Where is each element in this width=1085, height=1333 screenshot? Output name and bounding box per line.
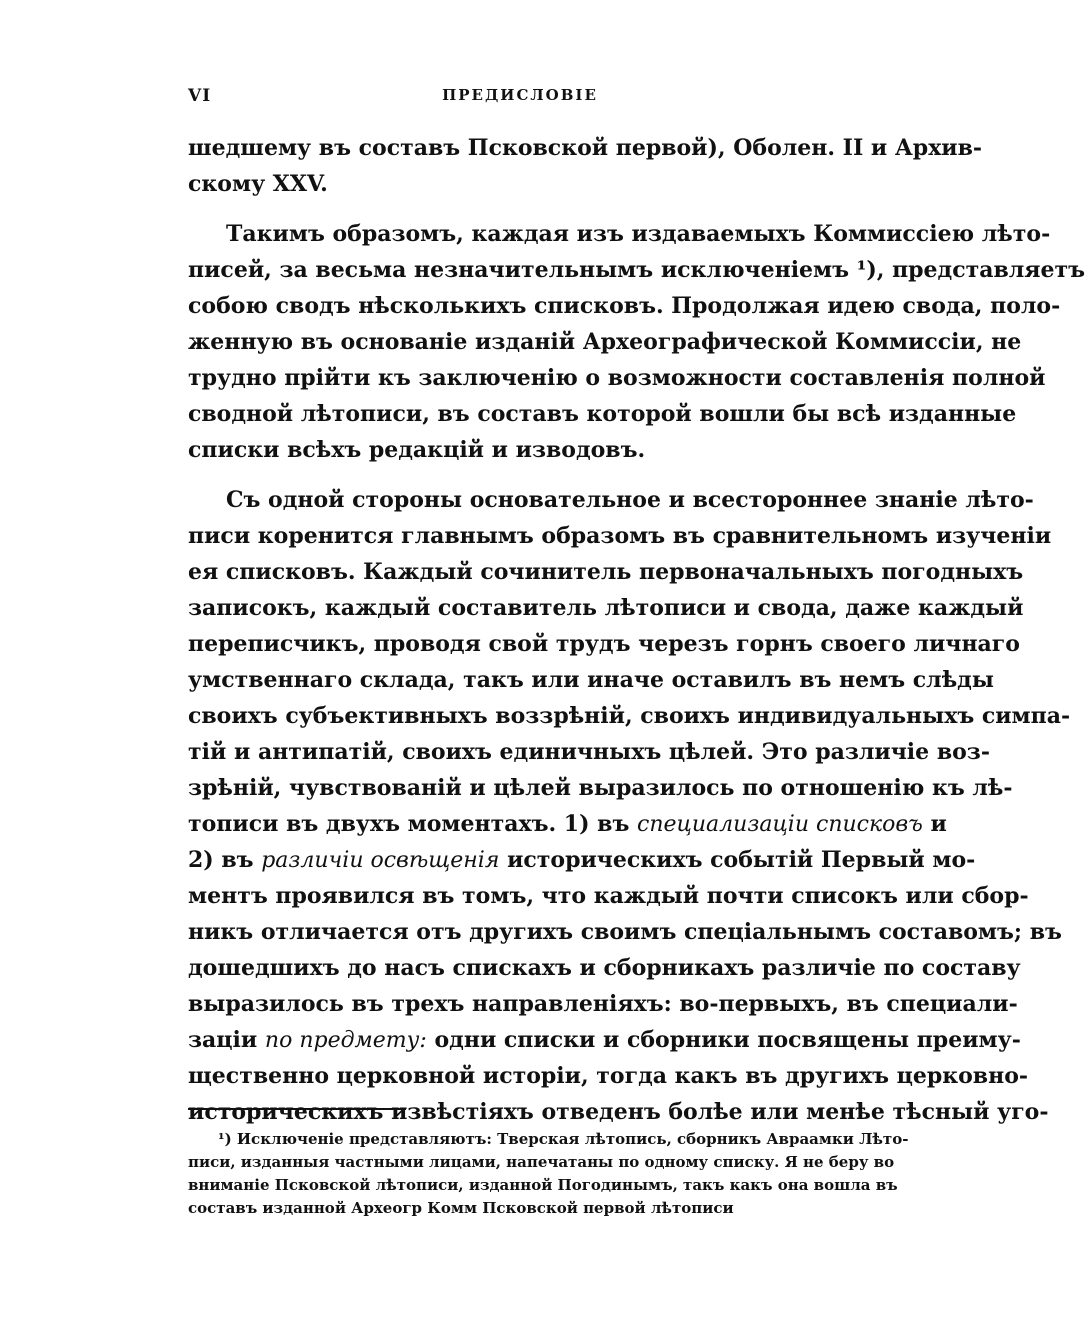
text-line: ея списковъ. Каждый сочинитель первоначальныхъ погодныхъ [188, 559, 1024, 585]
text-segment: историческихъ событій Первый мо- [507, 847, 976, 873]
text-line: щественно церковной исторіи, тогда какъ въ другихъ церковно- [188, 1063, 1028, 1089]
text-line: Такимъ образомъ, каждая изъ издаваемыхъ Коммиссіею лѣто- [226, 221, 1051, 247]
main-text [188, 130, 1085, 1130]
text-line: женную въ основаніе изданій Археографической Коммиссіи, не [188, 329, 1022, 355]
text-line-mixed [188, 842, 976, 878]
text-line: скому XXV. [188, 171, 328, 197]
text-line: записокъ, каждый составитель лѣтописи и свода, даже каждый [188, 595, 1024, 621]
text-segment: 2) въ [188, 847, 254, 873]
text-line: историческихъ извѣстіяхъ отведенъ болѣе или менѣе тѣсный уго- [188, 1099, 1049, 1125]
footnote-line: вниманіе Псковской лѣтописи, изданной Погодинымъ, такъ какъ она вошла въ [188, 1176, 898, 1194]
text-line: сводной лѣтописи, въ составъ которой вошли бы всѣ изданные [188, 401, 1017, 427]
text-line: ментъ проявился въ томъ, что каждый почти списокъ или сбор- [188, 883, 1029, 909]
footnote-divider [188, 1108, 406, 1110]
text-segment: тописи въ двухъ моментахъ. 1) въ [188, 811, 630, 837]
text-line: выразилось въ трехъ направленіяхъ: во-первыхъ, въ специали- [188, 991, 1018, 1017]
italic-term: различiи освѣщенія [261, 848, 500, 873]
italic-term: специализацiи списковъ [637, 812, 923, 837]
footnote-line: писи, изданныя частными лицами, напечатаны по одному списку. Я не беру во [188, 1153, 895, 1171]
text-line: Съ одной стороны основательное и всестороннее знаніе лѣто- [226, 487, 1034, 513]
running-head: ПРЕДИСЛОВІЕ [442, 86, 598, 104]
text-line: шедшему въ составъ Псковской первой), Оболен. II и Архив- [188, 135, 983, 161]
italic-term: по предмету: [264, 1028, 427, 1053]
footnote-line: ¹) Исключеніе представляютъ: Тверская лѣтопись, сборникъ Авраамки Лѣто- [218, 1130, 909, 1148]
page-number: VI [188, 86, 212, 106]
footnotes [188, 1128, 909, 1220]
text-line: списки всѣхъ редакцій и изводовъ. [188, 437, 646, 463]
footnote-line: составъ изданной Археогр Комм Псковской первой лѣтописи [188, 1199, 734, 1217]
text-line-mixed [188, 1022, 1021, 1058]
text-line: умственнаго склада, такъ или иначе оставилъ въ немъ слѣды [188, 667, 994, 693]
text-line: дошедшихъ до насъ спискахъ и сборникахъ различіе по составу [188, 955, 1021, 981]
text-line: писей, за весьма незначительнымъ исключеніемъ ¹), представляетъ [188, 257, 1085, 283]
text-segment: заціи [188, 1027, 258, 1053]
text-line: трудно прійти къ заключенію о возможности составленія полной [188, 365, 1046, 391]
text-line-mixed [188, 806, 947, 842]
text-line: переписчикъ, проводя свой трудъ черезъ горнъ своего личнаго [188, 631, 1020, 657]
text-line: никъ отличается отъ другихъ своимъ спеціальнымъ составомъ; въ [188, 919, 1062, 945]
text-line: зрѣній, чувствованій и цѣлей выразилось по отношенію къ лѣ- [188, 775, 1013, 801]
text-line: своихъ субъективныхъ воззрѣній, своихъ индивидуальныхъ симпа- [188, 703, 1071, 729]
text-line: тій и антипатій, своихъ единичныхъ цѣлей. Это различіе воз- [188, 739, 990, 765]
page-header [188, 86, 852, 110]
text-segment: одни списки и сборники посвящены преиму- [434, 1027, 1021, 1053]
text-line: собою сводъ нѣсколькихъ списковъ. Продолжая идею свода, поло- [188, 293, 1061, 319]
text-line: писи коренится главнымъ образомъ въ сравнительномъ изученіи [188, 523, 1052, 549]
text-segment: и [930, 811, 947, 837]
